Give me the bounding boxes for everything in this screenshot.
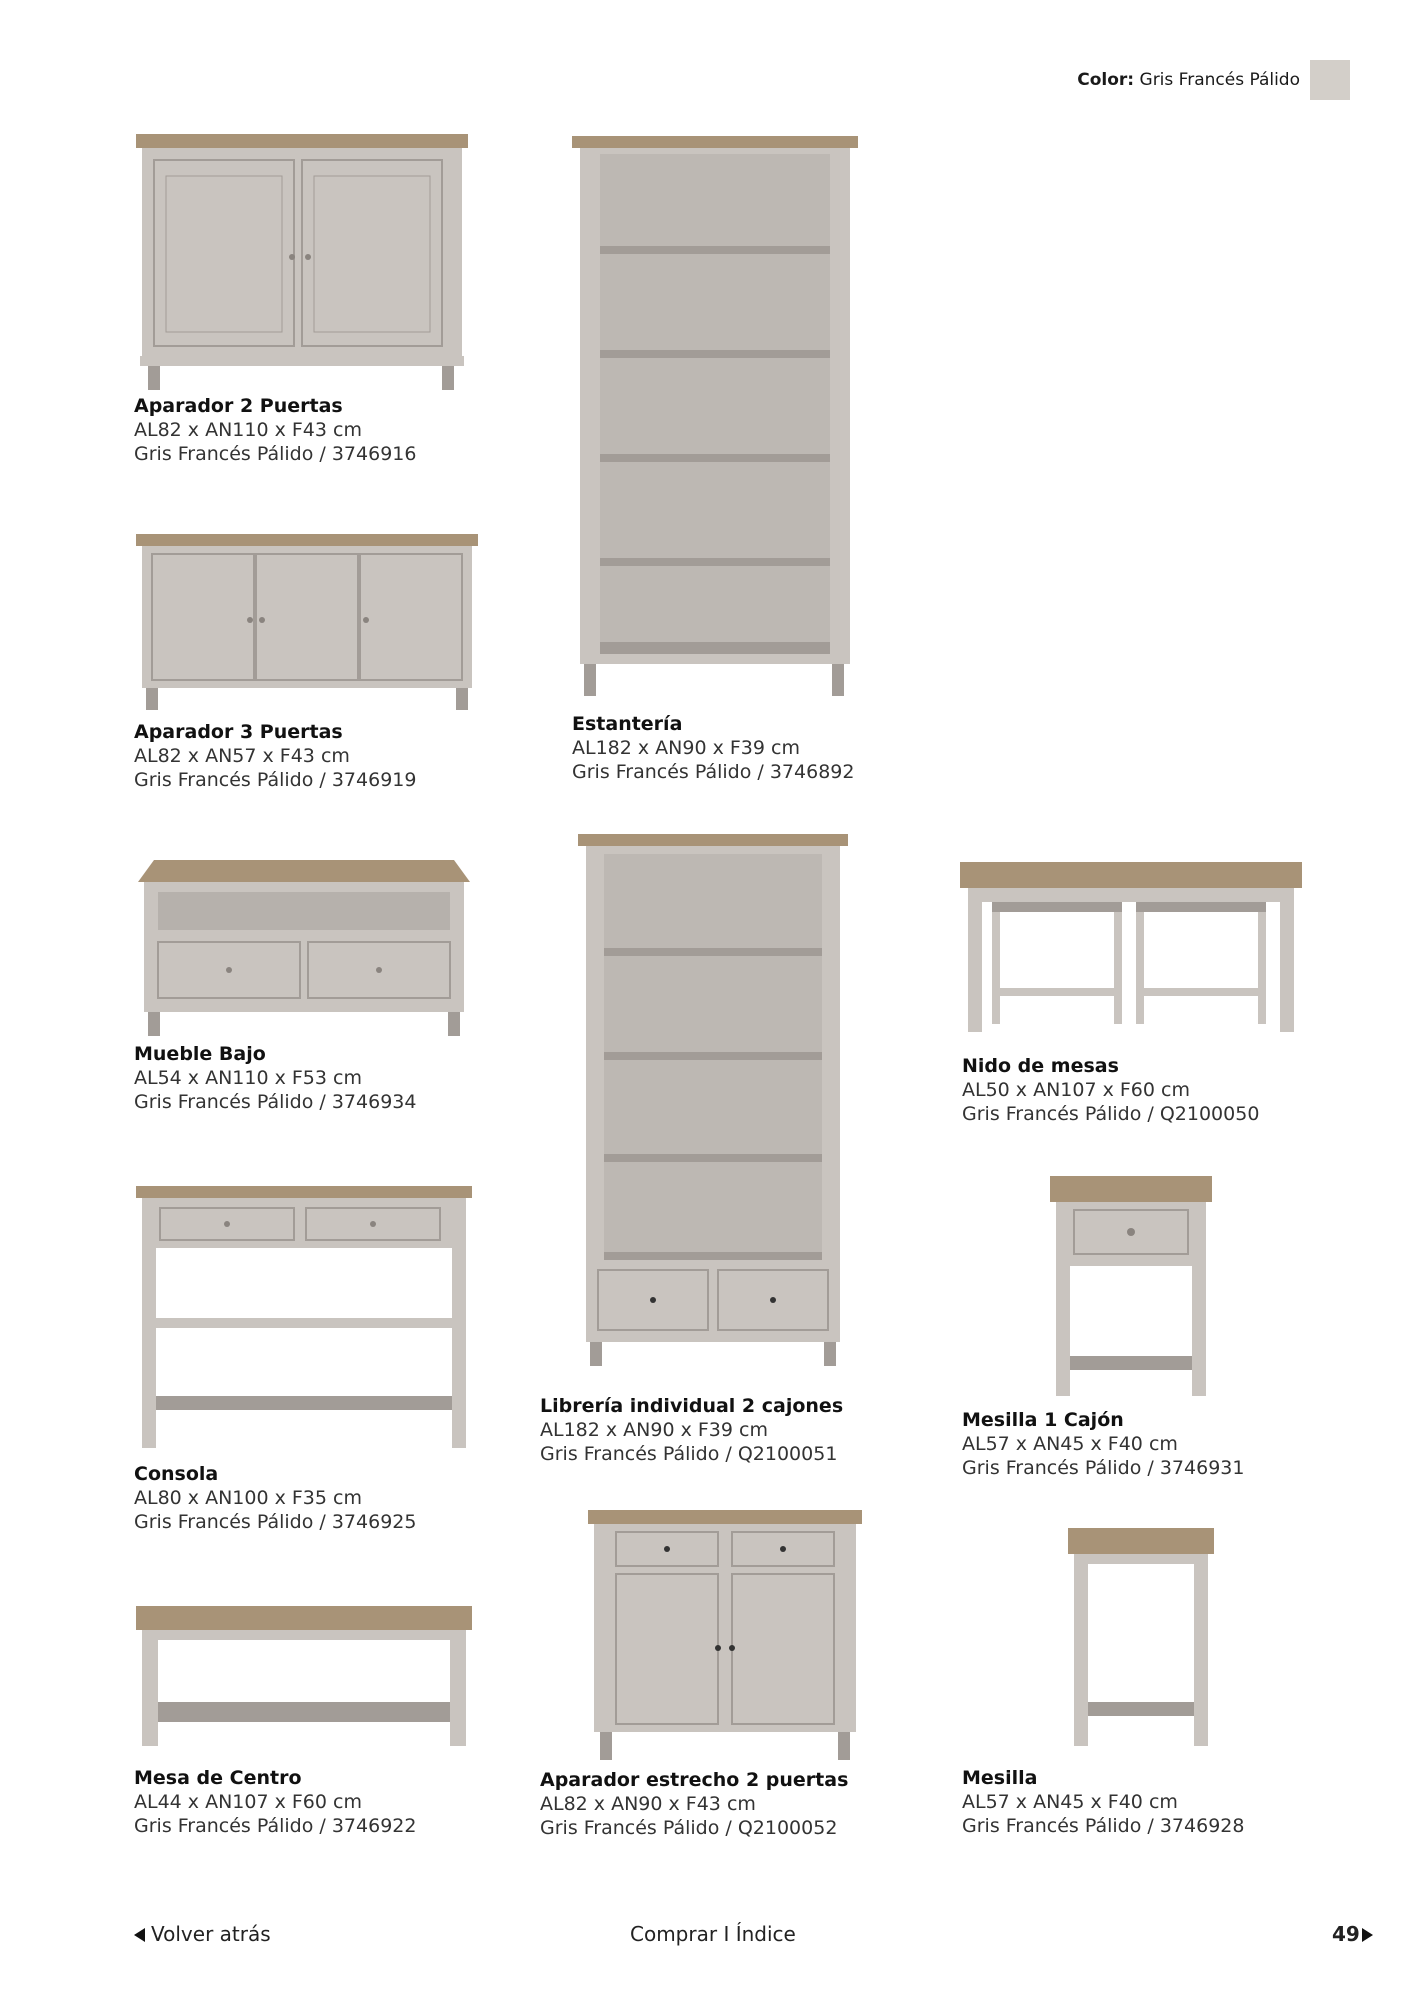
footer-nav — [630, 1922, 796, 1946]
product-code: Gris Francés Pálido / Q2100052 — [540, 1817, 838, 1839]
product-code: Gris Francés Pálido / Q2100050 — [962, 1103, 1260, 1125]
product-caption — [134, 394, 416, 466]
product-image-mesa-de-centro — [134, 1604, 474, 1750]
product-image-aparador-2-puertas — [132, 132, 472, 392]
color-swatch — [1310, 60, 1350, 100]
product-dimensions: AL57 x AN45 x F40 cm — [962, 1791, 1178, 1813]
product-caption — [540, 1394, 843, 1466]
product-title: Estantería — [572, 713, 683, 735]
product-code: Gris Francés Pálido / 3746919 — [134, 769, 417, 791]
product-title: Consola — [134, 1463, 219, 1485]
product-image-consola — [134, 1184, 474, 1456]
product-dimensions: AL82 x AN110 x F43 cm — [134, 419, 362, 441]
color-label: Color: Gris Francés Pálido — [1077, 70, 1300, 90]
product-title: Librería individual 2 cajones — [540, 1395, 844, 1417]
color-header — [1077, 60, 1350, 100]
product-caption — [962, 1766, 1244, 1838]
product-image-nido-de-mesas — [958, 858, 1304, 1036]
product-title: Mesilla — [962, 1767, 1038, 1789]
product-caption — [962, 1408, 1244, 1480]
product-dimensions: AL54 x AN110 x F53 cm — [134, 1067, 362, 1089]
product-image-aparador-estrecho-2-puertas — [586, 1508, 864, 1762]
next-page-link[interactable] — [1332, 1922, 1373, 1946]
product-code: Gris Francés Pálido / 3746925 — [134, 1511, 417, 1533]
product-caption — [134, 1042, 416, 1114]
product-code: Gris Francés Pálido / Q2100051 — [540, 1443, 838, 1465]
product-title: Mesa de Centro — [134, 1767, 302, 1789]
product-code: Gris Francés Pálido / 3746892 — [572, 761, 855, 783]
product-code: Gris Francés Pálido / 3746931 — [962, 1457, 1245, 1479]
product-caption — [134, 720, 416, 792]
product-code: Gris Francés Pálido / 3746916 — [134, 443, 417, 465]
product-code: Gris Francés Pálido / 3746934 — [134, 1091, 417, 1113]
product-caption — [540, 1768, 848, 1840]
index-link[interactable]: Índice — [735, 1922, 796, 1946]
arrow-right-icon — [1362, 1928, 1373, 1942]
product-dimensions: AL50 x AN107 x F60 cm — [962, 1079, 1190, 1101]
product-caption — [962, 1054, 1259, 1126]
back-link[interactable]: Volver atrás — [134, 1922, 271, 1946]
product-title: Mesilla 1 Cajón — [962, 1409, 1124, 1431]
product-image-aparador-3-puertas — [134, 530, 480, 716]
product-image-mueble-bajo — [134, 858, 474, 1040]
product-caption — [134, 1766, 416, 1838]
product-dimensions: AL182 x AN90 x F39 cm — [540, 1419, 768, 1441]
product-title: Aparador 2 Puertas — [134, 395, 343, 417]
product-image-mesilla-1-cajon — [1048, 1174, 1214, 1400]
footer-separator: I — [723, 1922, 730, 1946]
product-dimensions: AL182 x AN90 x F39 cm — [572, 737, 800, 759]
product-dimensions: AL82 x AN90 x F43 cm — [540, 1793, 756, 1815]
product-code: Gris Francés Pálido / 3746928 — [962, 1815, 1245, 1837]
product-image-mesilla — [1066, 1526, 1216, 1750]
buy-link[interactable]: Comprar — [630, 1922, 718, 1946]
product-dimensions: AL80 x AN100 x F35 cm — [134, 1487, 362, 1509]
product-image-libreria-2-cajones — [576, 832, 850, 1368]
product-image-estanteria — [570, 132, 860, 702]
page-number: 49 — [1332, 1922, 1360, 1946]
product-code: Gris Francés Pálido / 3746922 — [134, 1815, 417, 1837]
product-caption — [572, 712, 854, 784]
product-dimensions: AL82 x AN57 x F43 cm — [134, 745, 350, 767]
product-dimensions: AL44 x AN107 x F60 cm — [134, 1791, 362, 1813]
product-title: Aparador estrecho 2 puertas — [540, 1769, 849, 1791]
product-caption — [134, 1462, 416, 1534]
arrow-left-icon — [134, 1928, 145, 1942]
product-dimensions: AL57 x AN45 x F40 cm — [962, 1433, 1178, 1455]
product-title: Nido de mesas — [962, 1055, 1119, 1077]
product-title: Mueble Bajo — [134, 1043, 266, 1065]
product-title: Aparador 3 Puertas — [134, 721, 343, 743]
